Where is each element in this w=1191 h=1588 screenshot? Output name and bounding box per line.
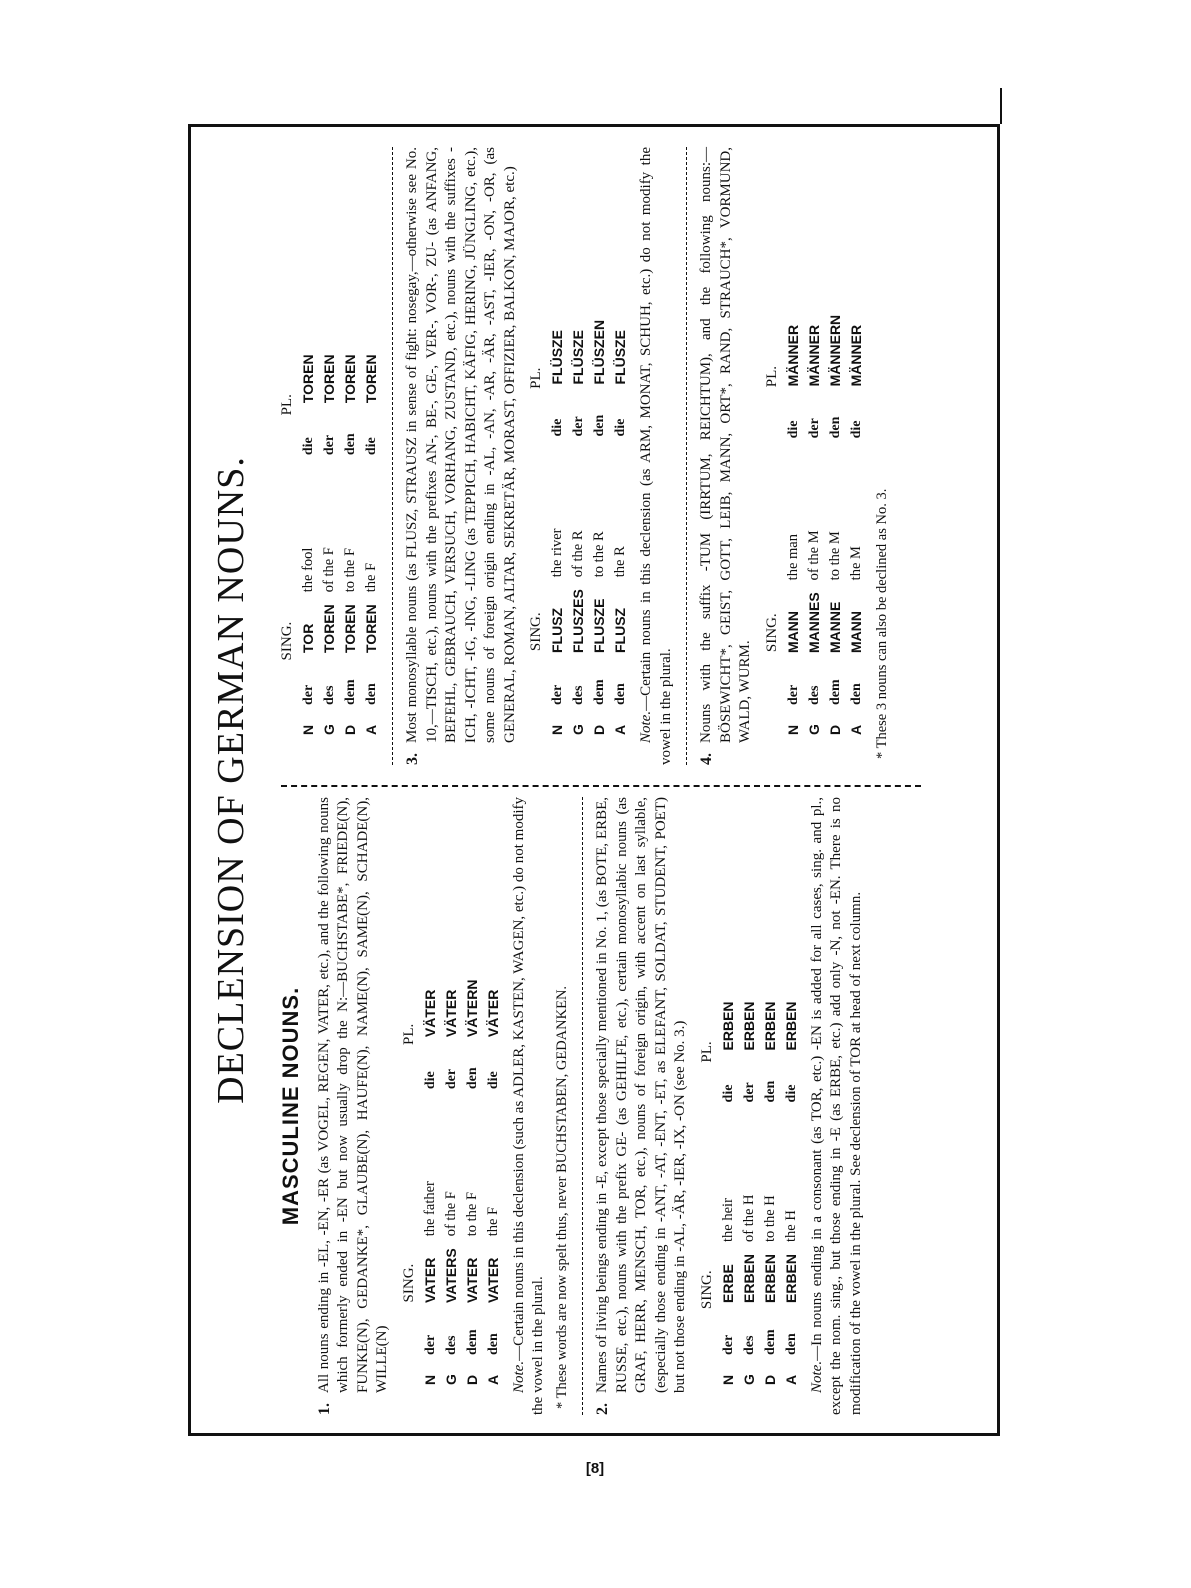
gloss: to the H [761,1195,778,1242]
declension-table [697,797,802,1385]
column-gap [441,1089,462,1175]
plural-noun: ERBEN [782,1001,799,1051]
case-table [697,995,802,1385]
case-letter: N [719,1374,736,1385]
plural-article: den [827,416,843,439]
divider [686,147,687,765]
case-letter: A [847,724,864,735]
sing-noun: TOR [300,623,316,653]
plural-article: der [443,1068,459,1090]
singular-heading: SING. [763,613,780,653]
sing-noun: ERBEN [740,1253,757,1303]
plural-noun: TOREN [363,354,379,404]
declension-table [399,797,504,1385]
table-row [319,348,340,735]
subheading: MASCULINE NOUNS. [278,986,303,1226]
plural-article: den [343,433,358,456]
plural-noun: FLÜSZE [549,330,565,385]
sing-noun: MANN [784,611,801,653]
case-letter: G [570,724,586,735]
gloss: the river [549,528,565,578]
section-text: Names of living beings ending in -E, except those specially mentioned in No. 1, (as BOTE, ERBE, RUSSE, etc.), nouns with the prefix GE- (as GEHILFE, etc.), certain monosyllabic nouns (as GRAF, HERR, MENSCH, TOR, etc.), nouns of foreign origin, with accent on last syllable, (especially those ending in -ANT, -AT, -ENT, -ET, as ELEFANT, SOLDAT, STUDENT, POET) but not those ending in -AL, -ÄR, -IER, -IX, -ON (see No. 3.) [594,797,688,1393]
sing-noun: ERBE [719,1264,736,1303]
column-gap [462,1089,483,1175]
case-table [399,974,504,1385]
sing-noun: FLUSZ [612,607,628,653]
plural-article: der [571,416,586,437]
case-letter: A [363,724,379,735]
plural-article: die [485,1071,501,1090]
section-2 [593,797,691,1415]
sing-article: der [550,684,565,705]
sing-noun: ERBEN [761,1253,778,1303]
gloss: the father [421,1181,438,1237]
note-label: Note. [510,1360,527,1393]
gloss: of the H [740,1194,757,1242]
table-row [441,974,462,1385]
section-number: 3. [404,753,421,765]
column-gap [760,1102,781,1188]
plural-noun: ERBEN [719,1001,736,1051]
plural-heading: PL. [698,1041,715,1063]
right-column [275,147,975,765]
plural-article: der [322,434,337,456]
sing-noun: FLUSZ [549,607,565,653]
plural-noun: MÄNNER [805,324,822,387]
sing-article: den [364,683,379,705]
plural-article: die [785,420,801,439]
sing-article: des [806,685,822,705]
rotated-content [191,127,997,1433]
gloss: to the M [826,531,843,581]
sing-article: des [322,685,337,705]
table-row [589,314,610,735]
case-letter: A [782,1374,799,1385]
table-row [781,995,802,1385]
plural-noun: MÄNNERN [826,314,843,387]
plural-noun: VÄTER [484,989,501,1038]
singular-heading: SING. [698,1270,715,1310]
plural-noun: VÄTER [421,989,438,1038]
table-row [825,309,846,735]
table-row [298,348,319,735]
note-label: Note. [638,710,654,743]
case-letter: G [805,724,822,735]
plural-article: die [783,1084,799,1103]
sing-noun: VATERS [442,1248,459,1303]
gloss: to the R [591,531,607,578]
column-gap [825,438,846,524]
gloss: to the F [463,1191,480,1237]
plural-article: den [592,414,607,437]
case-table [277,348,382,735]
case-letter: N [784,724,801,735]
sing-article: dem [827,679,843,705]
column-gap [298,455,319,541]
plural-noun: MÄNNER [784,324,801,387]
plural-heading: PL. [400,1023,417,1045]
sing-article: den [783,1333,799,1355]
gloss: the H [782,1210,799,1242]
sing-article: des [571,685,586,705]
case-letter: D [591,724,607,735]
table-row [718,995,739,1385]
section-4 [697,147,756,765]
sing-article: dem [592,679,607,705]
case-letter: A [484,1374,501,1385]
plural-article: die [550,418,565,437]
table-row [361,348,382,735]
note [808,797,867,1415]
column-gap [568,437,589,523]
page-title: DECLENSION OF GERMAN NOUNS. [210,456,252,1104]
plural-article: den [762,1080,778,1103]
declension-table [762,147,867,735]
sing-noun: VATER [463,1257,480,1303]
column-gap [319,455,340,541]
note [510,797,549,1415]
table-row [420,974,441,1385]
gloss: the heir [719,1198,736,1242]
case-letter: A [612,724,628,735]
gloss: of the F [442,1191,459,1237]
footnote: * These 3 nouns can also be declined as No. 3. [873,488,890,759]
sing-noun: TOREN [342,604,358,653]
case-letter: N [549,724,565,735]
sing-noun: ERBEN [782,1253,799,1303]
section-3 [403,147,520,765]
gloss: the F [363,562,379,593]
sing-article: der [720,1334,736,1355]
section-number: 1. [315,1403,333,1415]
note-text: —In nouns ending in a consonant (as TOR, etc.) -EN is added for all cases, sing. and pl., except the nom. sing., but those ending in -E (as ERBE, etc.) add only -N, not -EN. There is no modification of the vowel in the plural. See declension of TOR at head of next column. [808,797,864,1415]
page-number: [8] [585,1460,605,1477]
column-gap [547,437,568,523]
sing-noun: FLUSZE [591,598,607,653]
plural-noun: TOREN [300,354,316,404]
plural-article: die [720,1084,736,1103]
plural-article: die [301,437,316,456]
plural-article: den [464,1067,480,1090]
section-number: 2. [594,1403,611,1415]
sing-article: den [485,1333,501,1355]
plural-noun: TOREN [321,354,337,404]
column-gap [781,1102,802,1188]
page-edge-mark [1000,88,1002,124]
column-gap [610,437,631,523]
sing-noun: MANN [847,611,864,653]
plural-noun: MÄNNER [847,324,864,387]
gloss: of the M [805,530,822,581]
case-table [762,309,867,735]
column-gap [420,1089,441,1175]
plural-article: die [364,437,379,456]
note [637,147,676,765]
sing-noun: MANNES [805,592,822,653]
plural-heading: PL. [279,394,295,416]
case-letter: D [826,724,843,735]
plural-article: die [422,1071,438,1090]
sing-article: den [848,683,864,705]
declension-table [277,147,382,735]
case-letter: G [321,724,337,735]
footnote: * These words are now spelt thus, never BUCHSTABEN, GEDANKEN. [553,985,570,1409]
sing-article: des [443,1335,459,1355]
singular-heading: SING. [528,612,544,652]
case-letter: G [740,1374,757,1385]
plural-noun: ERBEN [740,1001,757,1051]
section-text: All nouns ending in -EL, -EN, -ER (as VOGEL, REGEN, VATER, etc.), and the following nouns which formerly ended in -EN but now usually drop the N:—BUCHSTABE*, FRIEDE(N), FUNKE(N), GEDANKE*, GLAUBE(N), HAUFE(N), NAME(N), SAME(N), SCHADE(N), WILLE(N) [315,797,390,1393]
section-number: 4. [698,753,715,765]
table-row [568,314,589,735]
table-row [483,974,504,1385]
sing-noun: MANNE [826,601,843,653]
sing-article: dem [464,1329,480,1355]
sing-noun: FLUSZES [570,589,586,653]
gloss: the M [847,546,864,581]
plural-heading: PL. [528,367,544,389]
singular-heading: SING. [279,621,295,661]
column-gap [739,1102,760,1188]
sing-article: dem [343,679,358,705]
column-gap [483,1089,504,1175]
plural-article: der [741,1082,757,1103]
sing-article: den [613,683,628,705]
sing-noun: TOREN [321,604,337,653]
plural-heading: PL. [763,365,780,388]
column-gap [804,438,825,524]
plural-noun: FLÜSZE [570,330,586,385]
column-gap [340,455,361,541]
table-row [340,348,361,735]
table-row [760,995,781,1385]
sing-article: der [422,1334,438,1355]
plural-article: die [848,420,864,439]
case-letter: N [300,724,316,735]
sing-noun: VATER [484,1257,501,1303]
table-row [610,314,631,735]
table-row [462,974,483,1385]
case-table [526,314,631,735]
table-row [804,309,825,735]
plural-article: die [613,418,628,437]
gloss: the R [612,546,628,578]
page-frame [188,124,1000,1436]
column-divider [281,785,921,787]
plural-noun: VÄTERN [463,979,480,1038]
table-row [846,309,867,735]
divider [582,797,583,1415]
plural-noun: FLÜSZEN [591,319,607,385]
table-row [547,314,568,735]
sing-noun: VATER [421,1257,438,1303]
gloss: the F [484,1206,501,1237]
case-letter: D [342,724,358,735]
plural-noun: VÄTER [442,989,459,1038]
gloss: the man [784,534,801,581]
section-1 [315,797,393,1415]
case-letter: D [761,1374,778,1385]
declension-table [526,147,631,735]
plural-noun: FLÜSZE [612,330,628,385]
sing-noun: TOREN [363,604,379,653]
note-label: Note. [808,1360,825,1393]
column-gap [783,438,804,524]
note-text: —Certain nouns in this declension (such as ADLER, KASTEN, WAGEN, etc.) do not modify the vowel in the plural. [510,797,546,1415]
singular-heading: SING. [400,1263,417,1303]
table-row [783,309,804,735]
case-letter: G [442,1374,459,1385]
sing-article: der [785,684,801,705]
left-column [275,797,975,1415]
plural-article: der [806,418,822,439]
table-row [739,995,760,1385]
section-text: Most monosyllable nouns (as FLUSZ, STRAUSZ in sense of fight: nosegay,—otherwise see No. 10,—TISCH, etc.), nouns with the prefixes AN-, BE-, GE-, VER-, VOR-, ZU- (as ANFANG, BEFEHL, GEBRAUCH, VERSUCH, VORHANG, ZUSTAND, etc.), nouns with the suffixes -ICH, -ICHT, -IG, -ING, -LING (as TEPPICH, HABICHT, KÄFIG, HERING, JÜNGLING, etc.), some nouns of foreign origin ending in -AL, -AN, -AR, -ÄR, -AST, -IER, -ON, -OR, (as GENERAL, ROMAN, ALTAR, SEKRETÄR, MORAST, OFFIZIER, BALKON, MAJOR, etc.) [404,147,518,743]
plural-noun: ERBEN [761,1001,778,1051]
gloss: of the F [321,547,337,593]
note-text: —Certain nouns in this declension (as ARM, MONAT, SCHUH, etc.) do not modify the vowel in the plural. [638,147,674,765]
gloss: the fool [300,547,316,593]
gloss: of the R [570,530,586,578]
column-gap [846,438,867,524]
gloss: to the F [342,547,358,593]
column-gap [589,437,610,523]
column-gap [718,1102,739,1188]
section-text: Nouns with the suffix -TUM (IRRTUM, REICHTUM), and the following nouns:—BÖSEWICHT*, GEIST, GOTT, LEIB, MANN, ORT*, RAND, STRAUCH*, VORMUND, WALD, WURM. [698,147,753,743]
plural-noun: TOREN [342,354,358,404]
column-gap [361,455,382,541]
sing-article: dem [762,1329,778,1355]
sing-article: des [741,1335,757,1355]
sing-article: der [301,684,316,705]
case-letter: N [421,1374,438,1385]
divider [392,147,393,765]
case-letter: D [463,1374,480,1385]
